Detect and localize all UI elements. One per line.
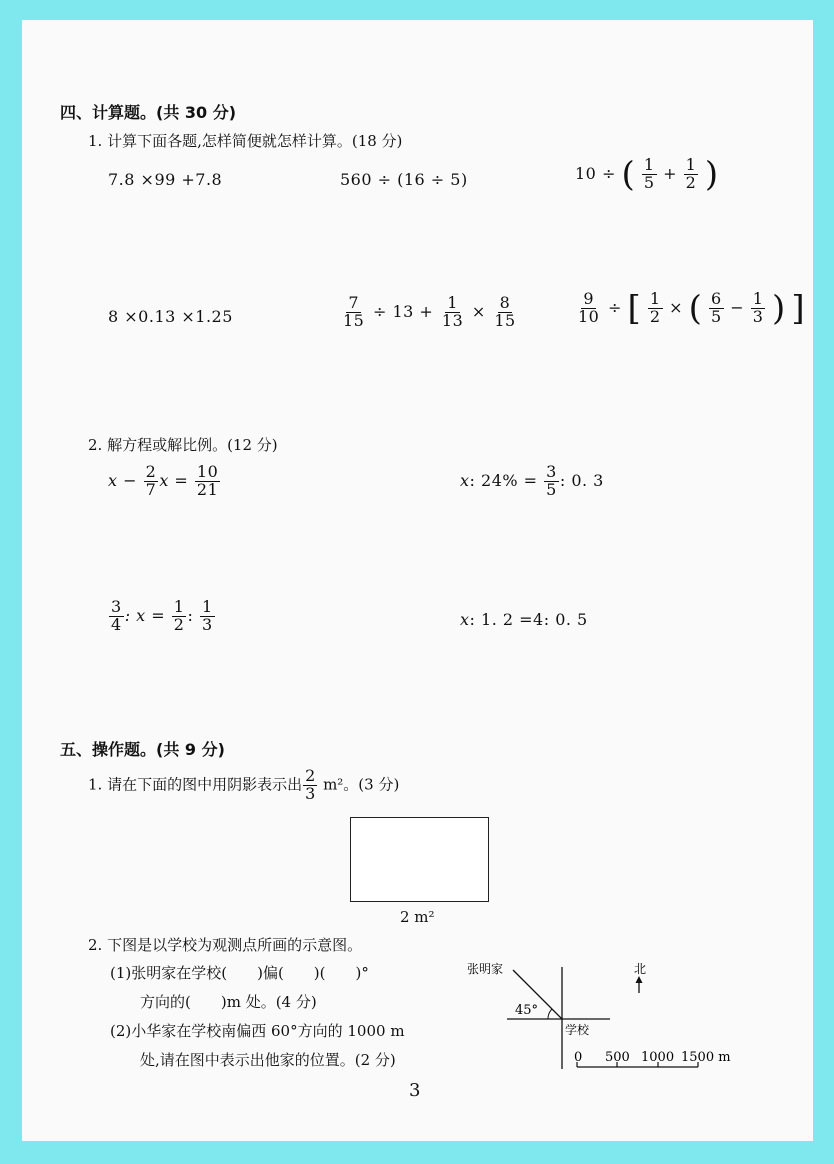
operator: −: [730, 297, 745, 317]
equation-3: [108, 599, 216, 634]
s5-q2-part2-line1: (2)小华家在学校南偏西 60°方向的 1000 m: [110, 1022, 405, 1040]
s5-q2-part1-line1: (1)张明家在学校( )偏( )( )°: [110, 964, 369, 982]
calc-expr-2: 560 ÷ (16 ÷ 5): [340, 170, 468, 189]
fraction: $\frac{1}{2}$: [649, 289, 661, 326]
fraction: $\frac{1}{3}$: [201, 597, 213, 634]
fraction: $\frac{2}{3}$: [305, 766, 316, 803]
shading-rectangle[interactable]: [350, 817, 489, 902]
equation-1: [108, 464, 221, 499]
q1-title: 1. 计算下面各题,怎样简便就怎样计算。(18 分): [88, 132, 403, 150]
operator: ÷: [607, 297, 622, 317]
bracket-open: [: [627, 288, 642, 329]
fraction: $\frac{1}{5}$: [643, 155, 655, 192]
equation-4: [460, 610, 588, 629]
variable: x: [460, 610, 470, 629]
s5-q1: [88, 768, 399, 803]
fraction: $\frac{3}{5}$: [546, 462, 557, 499]
calc-expr-3: [575, 154, 719, 195]
angle-arc: [548, 1009, 552, 1019]
fraction: $\frac{3}{4}$: [111, 597, 122, 634]
fraction: $\frac{1}{13}$: [441, 293, 464, 330]
calc-expr-6: [575, 288, 806, 329]
scale-label-0: 0: [574, 1050, 583, 1065]
q1-text-tail: m²。(3 分): [323, 775, 400, 794]
s5-q2-part2-line2: 处,请在图中表示出他家的位置。(2 分): [140, 1051, 396, 1069]
s5-q2-part1-line2: 方向的( )m 处。(4 分): [140, 993, 317, 1011]
operator: : 24% =: [469, 470, 538, 490]
fraction: $\frac{10}{21}$: [196, 462, 219, 499]
operator: ×: [669, 297, 683, 317]
operator: :: [187, 605, 194, 625]
angle-label: 45°: [515, 1003, 539, 1018]
fraction: $\frac{8}{15}$: [494, 293, 516, 330]
north-label: 北: [634, 962, 647, 976]
operator: +: [663, 163, 677, 183]
paren-open: (: [621, 154, 636, 195]
paren-close: ): [772, 288, 786, 329]
school-label: 学校: [565, 1023, 590, 1037]
fraction: $\frac{2}{7}$: [145, 462, 157, 499]
calc-expr-4: 8 ×0.13 ×1.25: [108, 307, 233, 326]
fraction: $\frac{7}{15}$: [343, 293, 365, 330]
north-arrow-icon: [636, 976, 643, 983]
paren-open: (: [688, 288, 703, 329]
fraction: $\frac{1}{2}$: [685, 155, 697, 192]
fraction: $\frac{1}{2}$: [173, 597, 185, 634]
rectangle-area-label: 2 m²: [400, 908, 435, 926]
section5-title: 五、操作题。(共 9 分): [60, 740, 225, 759]
variable: x =: [159, 470, 189, 490]
fraction: $\frac{6}{5}$: [710, 289, 722, 326]
operator: ×: [471, 301, 486, 321]
section4-title: 四、计算题。(共 30 分): [60, 103, 237, 122]
s5-q2-title: 2. 下图是以学校为观测点所画的示意图。: [88, 936, 363, 954]
operator: −: [123, 470, 138, 490]
variable: : x =: [124, 605, 166, 625]
variable: x: [108, 470, 118, 490]
calc-expr-5: [340, 295, 519, 330]
q2-title: 2. 解方程或解比例。(12 分): [88, 436, 278, 454]
calc-expr-1: 7.8 ×99 +7.8: [108, 170, 223, 189]
expression-tail: : 1. 2 =4: 0. 5: [469, 610, 588, 629]
variable: x: [460, 470, 470, 490]
q1-text: 1. 请在下面的图中用阴影表示出: [88, 775, 303, 794]
operator: ÷ 13 +: [372, 301, 434, 321]
fraction: $\frac{9}{10}$: [578, 289, 600, 326]
expr3-prefix: 10 ÷: [575, 163, 616, 183]
paren-close: ): [704, 154, 719, 195]
scale-label-1000: 1000: [641, 1050, 675, 1065]
page-number: 3: [409, 1080, 421, 1101]
home-label: 张明家: [467, 962, 504, 976]
equation-2: [460, 464, 604, 499]
expression-tail: : 0. 3: [559, 470, 604, 490]
fraction: $\frac{1}{3}$: [752, 289, 764, 326]
direction-diagram: [455, 955, 745, 1080]
scale-label-500: 500: [605, 1050, 630, 1065]
bracket-close: ]: [791, 288, 806, 329]
scale-label-1500: 1500 m: [681, 1050, 731, 1065]
